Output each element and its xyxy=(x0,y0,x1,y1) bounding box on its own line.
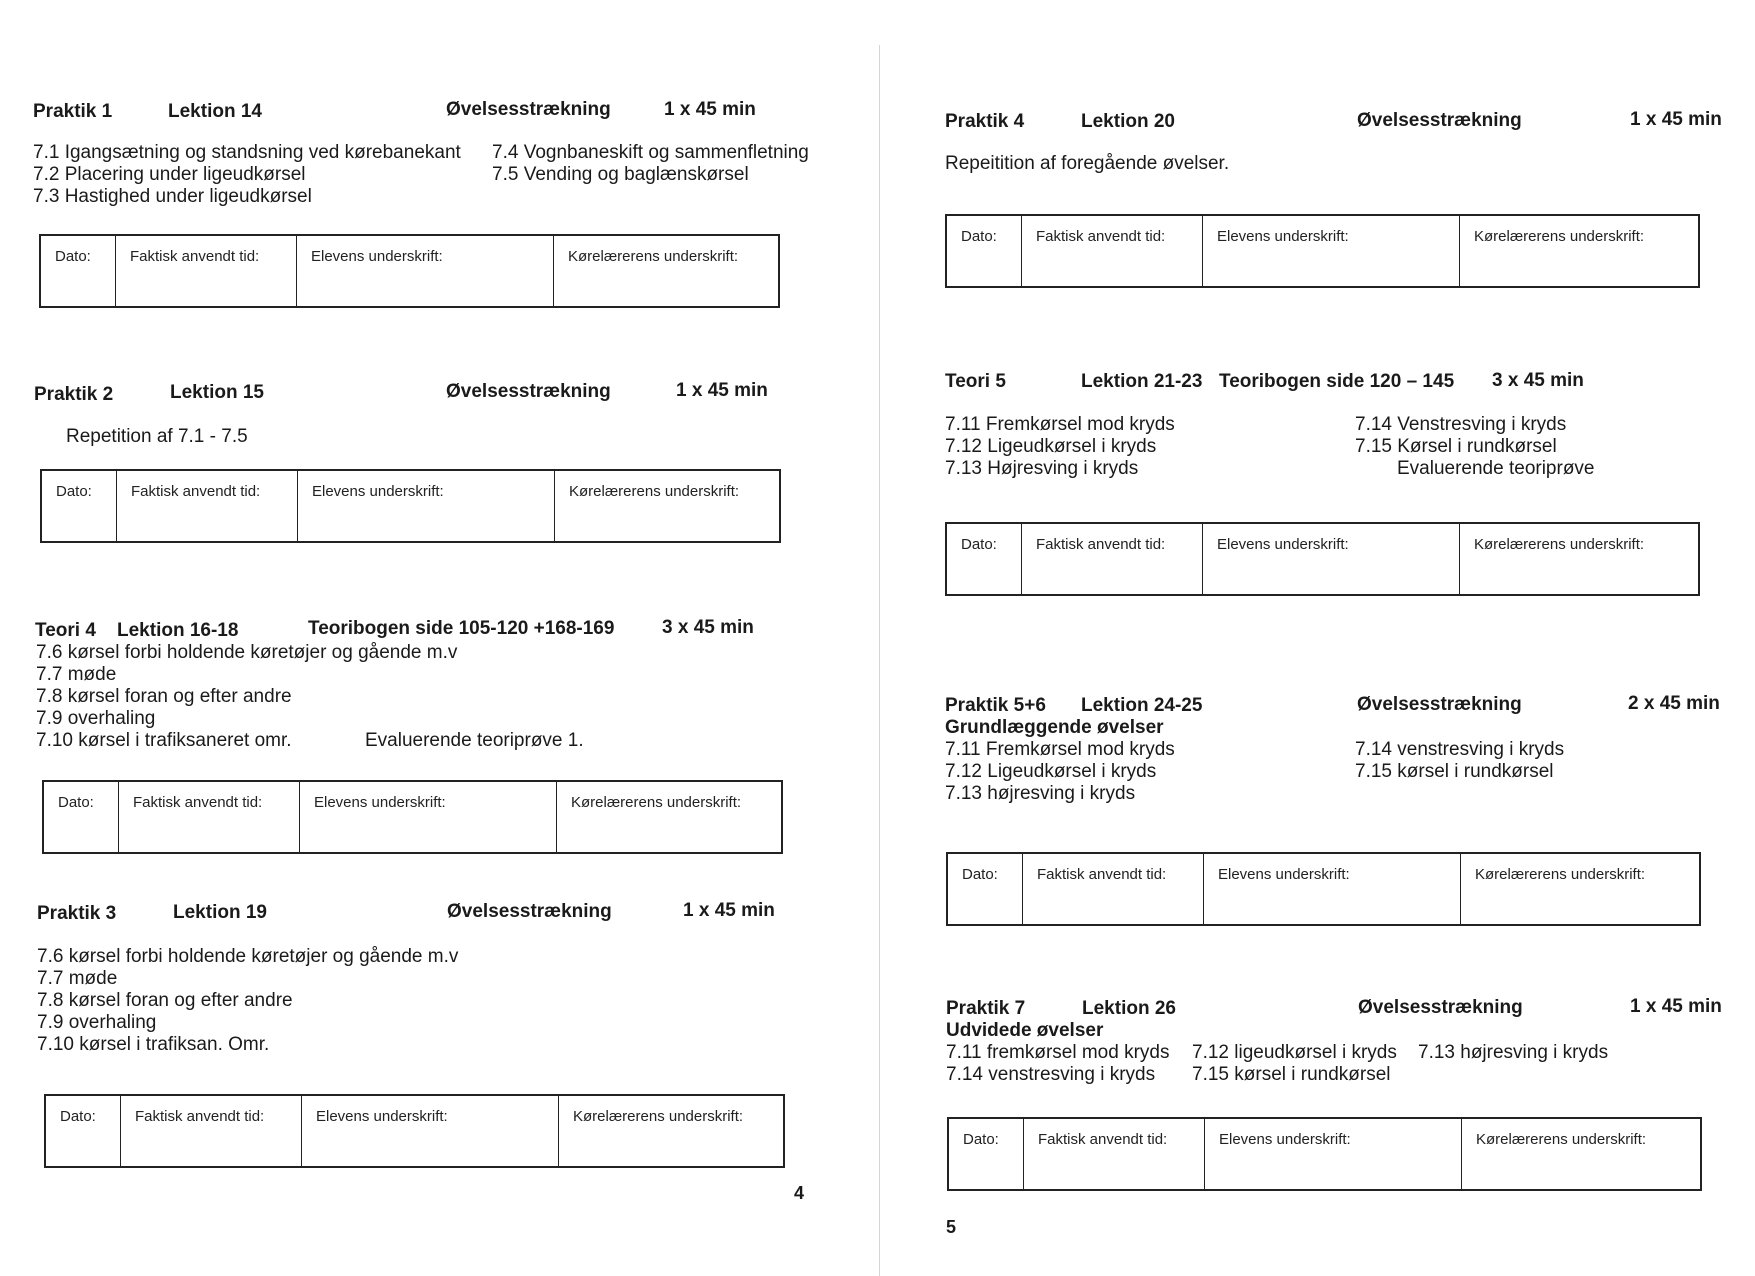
page-number: 5 xyxy=(946,1217,957,1237)
instructor-signature-cell[interactable]: Kørelærerens underskrift: xyxy=(1475,866,1646,883)
list-item: 7.10 kørsel i trafiksan. Omr. xyxy=(37,1034,270,1055)
list-item: 7.14 venstresving i kryds xyxy=(946,1064,1156,1085)
student-signature-cell[interactable]: Elevens underskrift: xyxy=(302,1096,559,1166)
section-duration: 1 x 45 min xyxy=(683,900,775,921)
date-cell[interactable]: Dato: xyxy=(42,471,117,541)
item-list xyxy=(492,142,809,186)
date-cell[interactable]: Dato: xyxy=(46,1096,121,1166)
item-list xyxy=(1192,1042,1397,1086)
item-list xyxy=(946,1042,1169,1086)
list-item: 7.9 overhaling xyxy=(37,1012,157,1033)
instructor-signature-cell[interactable]: Kørelærerens underskrift: xyxy=(1476,1131,1647,1148)
time-cell[interactable]: Faktisk anvendt tid: xyxy=(1022,524,1203,594)
time-cell[interactable]: Faktisk anvendt tid: xyxy=(119,782,300,852)
time-cell[interactable]: Faktisk anvendt tid: xyxy=(116,236,297,306)
list-item: 7.15 Kørsel i rundkørsel xyxy=(1355,436,1557,457)
list-item: 7.12 Ligeudkørsel i kryds xyxy=(945,436,1157,457)
item-list xyxy=(33,142,461,208)
section-lesson: Lektion 14 xyxy=(168,101,262,122)
instructor-signature-cell[interactable]: Kørelærerens underskrift: xyxy=(1474,228,1645,245)
section-duration: 1 x 45 min xyxy=(676,380,768,401)
section-duration: 3 x 45 min xyxy=(1492,370,1584,391)
student-signature-cell[interactable]: Elevens underskrift: xyxy=(298,471,555,541)
list-item: 7.7 møde xyxy=(36,664,117,685)
list-item: 7.15 kørsel i rundkørsel xyxy=(1192,1064,1391,1085)
student-signature-cell[interactable]: Elevens underskrift: xyxy=(1204,854,1461,924)
list-item: 7.10 kørsel i trafiksaneret omr. xyxy=(36,730,292,751)
list-item: 7.12 Ligeudkørsel i kryds xyxy=(945,761,1157,782)
list-item: 7.5 Vending og baglænskørsel xyxy=(492,164,749,185)
item-list xyxy=(1418,1042,1608,1064)
signature-table xyxy=(42,780,783,854)
section-type: Praktik 5+6 xyxy=(945,695,1046,716)
evaluation-note: Evaluerende teoriprøve 1. xyxy=(365,730,584,751)
list-item: 7.7 møde xyxy=(37,968,118,989)
section-subtitle: Udvidede øvelser xyxy=(946,1020,1104,1041)
section-location: Øvelsesstrækning xyxy=(1358,997,1523,1018)
instructor-signature-cell[interactable]: Kørelærerens underskrift: xyxy=(1474,536,1645,553)
section-location: Øvelsesstrækning xyxy=(1357,110,1522,131)
item-list xyxy=(1355,414,1595,480)
time-cell[interactable]: Faktisk anvendt tid: xyxy=(1024,1119,1205,1189)
list-item: 7.11 fremkørsel mod kryds xyxy=(946,1042,1170,1063)
instructor-signature-cell[interactable]: Kørelærerens underskrift: xyxy=(569,483,740,500)
signature-table xyxy=(945,522,1700,596)
section-location: Teoribogen side 120 – 145 xyxy=(1219,371,1455,392)
list-item: 7.2 Placering under ligeudkørsel xyxy=(33,164,306,185)
date-cell[interactable]: Dato: xyxy=(948,854,1023,924)
list-item: 7.3 Hastighed under ligeudkørsel xyxy=(33,186,312,207)
student-signature-cell[interactable]: Elevens underskrift: xyxy=(1203,524,1460,594)
student-signature-cell[interactable]: Elevens underskrift: xyxy=(1205,1119,1462,1189)
list-item: 7.13 højresving i kryds xyxy=(945,783,1136,804)
list-item: 7.8 kørsel foran og efter andre xyxy=(37,990,293,1011)
section-location: Øvelsesstrækning xyxy=(446,381,611,402)
section-note: Repeitition af foregående øvelser. xyxy=(945,153,1230,174)
page-number: 4 xyxy=(794,1183,805,1203)
list-item: 7.13 højresving i kryds xyxy=(1418,1042,1609,1063)
time-cell[interactable]: Faktisk anvendt tid: xyxy=(121,1096,302,1166)
section-lesson: Lektion 21-23 xyxy=(1081,371,1203,392)
section-type: Praktik 7 xyxy=(946,998,1026,1019)
list-item: 7.6 kørsel forbi holdende køretøjer og gående m.v xyxy=(36,642,458,663)
section-location: Øvelsesstrækning xyxy=(447,901,612,922)
date-cell[interactable]: Dato: xyxy=(44,782,119,852)
section-type: Teori 4 xyxy=(35,620,96,641)
list-item: 7.8 kørsel foran og efter andre xyxy=(36,686,292,707)
student-signature-cell[interactable]: Elevens underskrift: xyxy=(300,782,557,852)
section-type: Praktik 3 xyxy=(37,903,117,924)
section-location: Teoribogen side 105-120 +168-169 xyxy=(308,618,615,639)
signature-table xyxy=(39,234,780,308)
section-note: Repetition af 7.1 - 7.5 xyxy=(66,426,248,447)
section-duration: 1 x 45 min xyxy=(1630,109,1722,130)
section-location: Øvelsesstrækning xyxy=(1357,694,1522,715)
student-signature-cell[interactable]: Elevens underskrift: xyxy=(1203,216,1460,286)
list-item: Evaluerende teoriprøve xyxy=(1397,458,1595,479)
list-item: 7.13 Højresving i kryds xyxy=(945,458,1139,479)
date-cell[interactable]: Dato: xyxy=(947,524,1022,594)
section-duration: 1 x 45 min xyxy=(1630,996,1722,1017)
section-type: Teori 5 xyxy=(945,371,1006,392)
list-item: 7.14 Venstresving i kryds xyxy=(1355,414,1567,435)
list-item: 7.1 Igangsætning og standsning ved kørebanekant xyxy=(33,142,461,163)
section-lesson: Lektion 19 xyxy=(173,902,267,923)
signature-table xyxy=(945,214,1700,288)
signature-table xyxy=(40,469,781,543)
date-cell[interactable]: Dato: xyxy=(947,216,1022,286)
instructor-signature-cell[interactable]: Kørelærerens underskrift: xyxy=(568,248,739,265)
list-item: 7.12 ligeudkørsel i kryds xyxy=(1192,1042,1397,1063)
item-list xyxy=(945,414,1175,480)
time-cell[interactable]: Faktisk anvendt tid: xyxy=(1022,216,1203,286)
list-item: 7.6 kørsel forbi holdende køretøjer og gående m.v xyxy=(37,946,459,967)
section-lesson: Lektion 26 xyxy=(1082,998,1176,1019)
section-location: Øvelsesstrækning xyxy=(446,99,611,120)
page-divider xyxy=(879,45,880,1276)
section-type: Praktik 2 xyxy=(34,384,114,405)
instructor-signature-cell[interactable]: Kørelærerens underskrift: xyxy=(571,794,742,811)
list-item: 7.11 Fremkørsel mod kryds xyxy=(945,414,1175,435)
item-list xyxy=(37,946,458,1056)
list-item: 7.4 Vognbaneskift og sammenfletning xyxy=(492,142,809,163)
section-duration: 1 x 45 min xyxy=(664,99,756,120)
time-cell[interactable]: Faktisk anvendt tid: xyxy=(1023,854,1204,924)
date-cell[interactable]: Dato: xyxy=(41,236,116,306)
student-signature-cell[interactable]: Elevens underskrift: xyxy=(297,236,554,306)
section-subtitle: Grundlæggende øvelser xyxy=(945,717,1164,738)
time-cell[interactable]: Faktisk anvendt tid: xyxy=(117,471,298,541)
list-item: 7.9 overhaling xyxy=(36,708,156,729)
signature-table xyxy=(947,1117,1702,1191)
section-lesson: Lektion 20 xyxy=(1081,111,1175,132)
section-type: Praktik 4 xyxy=(945,111,1025,132)
list-item: 7.11 Fremkørsel mod kryds xyxy=(945,739,1175,760)
signature-table xyxy=(44,1094,785,1168)
section-lesson: Lektion 15 xyxy=(170,382,264,403)
list-item: 7.14 venstresving i kryds xyxy=(1355,739,1565,760)
signature-table xyxy=(946,852,1701,926)
section-lesson: Lektion 16-18 xyxy=(117,620,239,641)
section-lesson: Lektion 24-25 xyxy=(1081,695,1203,716)
list-item: 7.15 kørsel i rundkørsel xyxy=(1355,761,1554,782)
item-list xyxy=(1355,739,1564,783)
section-duration: 2 x 45 min xyxy=(1628,693,1720,714)
instructor-signature-cell[interactable]: Kørelærerens underskrift: xyxy=(573,1108,744,1125)
section-type: Praktik 1 xyxy=(33,101,113,122)
section-duration: 3 x 45 min xyxy=(662,617,754,638)
date-cell[interactable]: Dato: xyxy=(949,1119,1024,1189)
item-list xyxy=(945,739,1175,805)
